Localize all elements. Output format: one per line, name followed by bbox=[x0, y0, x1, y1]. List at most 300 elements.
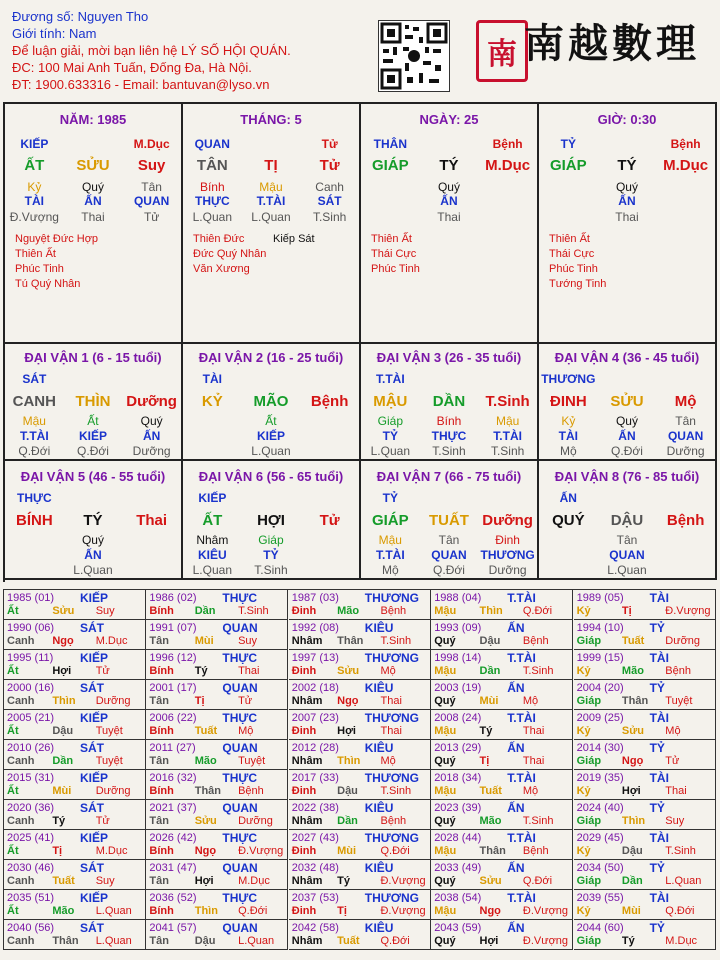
pillar-value: SỬU bbox=[76, 157, 110, 174]
dai-van-value: Mậu bbox=[22, 414, 46, 428]
dai-van-value bbox=[123, 491, 181, 505]
dai-van-row bbox=[183, 548, 359, 562]
star-item: Nguyệt Đức Hợp bbox=[15, 233, 99, 245]
year-stage: Đ.Vượng bbox=[380, 905, 426, 917]
year-cell bbox=[4, 590, 146, 620]
pillar-title: NĂM: 1985 bbox=[59, 112, 127, 127]
year-details bbox=[7, 695, 143, 707]
year-ten-god: THỰC bbox=[222, 831, 258, 845]
year-cell bbox=[289, 650, 431, 680]
phone-email-line[interactable]: ĐT: 1900.633316 - Email: bantuvan@lyso.vn bbox=[12, 77, 270, 92]
year-stem: Giáp bbox=[576, 935, 602, 947]
dai-van-title: ĐẠI VẬN 7 (66 - 75 tuổi) bbox=[376, 469, 522, 484]
year-ten-god: KIÊU bbox=[364, 681, 394, 695]
year-cell bbox=[4, 860, 146, 890]
year-cell bbox=[289, 860, 431, 890]
year-details bbox=[434, 905, 570, 917]
dai-van-value: T.Sinh bbox=[432, 444, 466, 458]
star-list bbox=[193, 232, 266, 277]
pillar-value: Tân bbox=[141, 180, 162, 194]
year-cell bbox=[289, 680, 431, 710]
year-details bbox=[292, 845, 428, 857]
year-cell bbox=[146, 650, 288, 680]
year-cell bbox=[4, 740, 146, 770]
year-branch: Thìn bbox=[621, 815, 646, 827]
year-cell bbox=[289, 710, 431, 740]
year-ten-god: T.TÀI bbox=[507, 651, 536, 665]
year-label: 1997 (13) bbox=[291, 652, 339, 664]
pillar-value bbox=[361, 210, 419, 224]
year-branch: Mão bbox=[52, 905, 75, 917]
year-branch: Mùi bbox=[479, 695, 499, 707]
dai-van-value: Dưỡng bbox=[126, 393, 177, 410]
year-branch: Thân bbox=[337, 635, 364, 647]
dai-van-value: Q.Đới bbox=[433, 563, 465, 577]
year-details bbox=[149, 665, 285, 677]
year-ten-god: KIẾP bbox=[80, 651, 109, 665]
year-label: 1988 (04) bbox=[434, 592, 482, 604]
year-cell bbox=[146, 920, 288, 950]
year-stage: Tử bbox=[665, 755, 680, 767]
year-ten-god: TÀI bbox=[649, 771, 669, 785]
year-branch: Ngọ bbox=[52, 635, 74, 647]
four-pillars-grid bbox=[3, 102, 717, 344]
year-ten-god: QUAN bbox=[222, 621, 258, 635]
dai-van-value: THỰC bbox=[17, 491, 52, 505]
dai-van-title: ĐẠI VẬN 5 (46 - 55 tuổi) bbox=[20, 469, 166, 484]
pillar-value: M.Dục bbox=[663, 157, 709, 174]
dai-van-row bbox=[539, 533, 715, 547]
pillar-row bbox=[361, 157, 537, 174]
year-ten-god: THỰC bbox=[222, 651, 258, 665]
year-branch: Tị bbox=[621, 605, 632, 617]
pillar-row bbox=[5, 210, 181, 224]
year-branch: Mùi bbox=[337, 845, 357, 857]
star-item: Thái Cực bbox=[371, 248, 417, 260]
year-stage: Tuyệt bbox=[238, 755, 266, 767]
dai-van-row bbox=[361, 533, 537, 547]
year-stage: Bệnh bbox=[522, 635, 549, 647]
dai-van-value: MÃO bbox=[253, 393, 289, 410]
year-stem: Bính bbox=[149, 905, 174, 917]
year-details bbox=[7, 905, 143, 917]
year-stage: Bệnh bbox=[522, 845, 549, 857]
year-stem: Ất bbox=[7, 665, 19, 677]
dai-van-value: Dưỡng bbox=[488, 563, 527, 577]
star-list bbox=[549, 232, 606, 292]
dai-van-row bbox=[183, 563, 359, 577]
year-branch: Sửu bbox=[479, 875, 502, 887]
dai-van-value: L.Quan bbox=[73, 563, 113, 577]
year-branch: Hợi bbox=[194, 875, 214, 887]
year-stem: Đinh bbox=[291, 845, 317, 857]
year-stage: Q.Đới bbox=[665, 905, 695, 917]
year-stem: Đinh bbox=[291, 785, 317, 797]
year-stage: Thai bbox=[522, 725, 545, 737]
owner-name: Nguyen Tho bbox=[77, 9, 149, 24]
year-details bbox=[434, 815, 570, 827]
year-ten-god: SÁT bbox=[80, 801, 104, 815]
pillar-row bbox=[361, 137, 537, 151]
dai-van-value: Quý bbox=[140, 414, 163, 428]
star-item: Tướng Tinh bbox=[549, 278, 607, 290]
year-ten-god: THỰC bbox=[222, 891, 258, 905]
dai-van-row bbox=[183, 491, 359, 505]
year-ten-god: THỰC bbox=[222, 591, 258, 605]
dai-van-value: TỶ bbox=[263, 548, 279, 562]
dai-van-value: Mộ bbox=[381, 563, 399, 577]
dai-van-value: Bệnh bbox=[666, 512, 705, 529]
year-branch: Mùi bbox=[621, 905, 641, 917]
dai-van-value bbox=[5, 548, 63, 562]
pillar-value: GIÁP bbox=[371, 157, 409, 174]
year-details bbox=[7, 665, 143, 677]
year-cell bbox=[431, 800, 573, 830]
pillar-value: ẤN bbox=[440, 194, 458, 208]
year-branch: Thân bbox=[194, 785, 221, 797]
year-stem: Tân bbox=[149, 815, 169, 827]
year-stage: Mộ bbox=[665, 725, 681, 737]
pillar-value: L.Quan bbox=[251, 210, 291, 224]
year-stage: Q.Đới bbox=[238, 905, 268, 917]
year-stem: Giáp bbox=[576, 635, 602, 647]
dai-van-value: TỶ bbox=[382, 429, 398, 443]
year-branch: Dậu bbox=[337, 785, 358, 797]
dai-van-value: KIÊU bbox=[197, 548, 227, 562]
dai-van-value: Mộ bbox=[559, 444, 577, 458]
year-stem: Canh bbox=[7, 695, 35, 707]
address-line: ĐC: 100 Mai Anh Tuấn, Đống Đa, Hà Nội. bbox=[12, 60, 252, 75]
year-ten-god: TỶ bbox=[649, 861, 665, 875]
year-label: 2007 (23) bbox=[291, 712, 339, 724]
dai-van-value: SỬU bbox=[610, 393, 644, 410]
year-label: 2027 (43) bbox=[291, 832, 339, 844]
dai-van-value: Q.Đới bbox=[18, 444, 51, 458]
year-branch: Tị bbox=[52, 845, 63, 857]
dai-van-row bbox=[5, 512, 181, 529]
year-ten-god: SÁT bbox=[80, 921, 104, 935]
year-cell bbox=[4, 920, 146, 950]
pillar-value: ẤN bbox=[84, 194, 102, 208]
year-label: 2042 (58) bbox=[291, 922, 339, 934]
dai-van-value: DẦN bbox=[432, 393, 466, 410]
year-details bbox=[434, 695, 570, 707]
year-stage: Q.Đới bbox=[522, 875, 553, 887]
dai-van-value bbox=[5, 563, 63, 577]
year-stem: Tân bbox=[149, 755, 169, 767]
year-label: 1994 (10) bbox=[576, 622, 624, 634]
dai-van-title: ĐẠI VẬN 1 (6 - 15 tuổi) bbox=[24, 350, 162, 365]
pillar-value bbox=[657, 194, 715, 208]
pillar-value: Tử bbox=[319, 157, 340, 174]
year-branch: Thân bbox=[621, 695, 649, 707]
year-details bbox=[434, 635, 570, 647]
pillar-row bbox=[539, 210, 715, 224]
year-branch: Ngọ bbox=[621, 755, 644, 767]
dai-van-value: Thai bbox=[136, 512, 168, 529]
year-ten-god: ẤN bbox=[507, 921, 525, 935]
dai-van-value: QUAN bbox=[609, 548, 645, 562]
year-ten-god: TỶ bbox=[649, 741, 665, 755]
year-cell bbox=[146, 830, 288, 860]
year-ten-god: KIÊU bbox=[364, 801, 394, 815]
year-stem: Đinh bbox=[291, 605, 317, 617]
year-details bbox=[434, 605, 570, 617]
dai-van-value: THÌN bbox=[75, 393, 111, 410]
dai-van-cell bbox=[5, 342, 183, 461]
year-cell bbox=[431, 890, 573, 920]
year-stage: Đ.Vượng bbox=[665, 605, 711, 617]
year-cell bbox=[146, 680, 288, 710]
year-stem: Nhâm bbox=[291, 635, 323, 647]
year-label: 2002 (18) bbox=[291, 682, 339, 694]
dai-van-value: Dưỡng bbox=[666, 444, 705, 458]
year-stage: Bệnh bbox=[380, 815, 407, 827]
year-details bbox=[149, 635, 285, 647]
year-label: 2023 (39) bbox=[434, 802, 482, 814]
year-ten-god: QUAN bbox=[222, 741, 258, 755]
dai-van-cell bbox=[183, 461, 361, 580]
year-stem: Mậu bbox=[434, 845, 457, 857]
year-stage: T.Sinh bbox=[380, 635, 412, 647]
dai-van-row bbox=[183, 533, 359, 547]
year-cell bbox=[574, 860, 716, 890]
dai-van-value: Đinh bbox=[495, 533, 520, 547]
year-label: 2010 (26) bbox=[7, 742, 55, 754]
year-cell bbox=[574, 650, 716, 680]
pillar-value bbox=[657, 180, 715, 194]
year-stage: Mộ bbox=[238, 725, 254, 737]
year-stage: M.Dục bbox=[665, 935, 698, 947]
year-label: 2037 (53) bbox=[291, 892, 339, 904]
year-branch: Hợi bbox=[479, 935, 499, 947]
year-stage: Thai bbox=[238, 665, 260, 677]
year-stem: Nhâm bbox=[291, 935, 323, 947]
pillar-value bbox=[539, 180, 597, 194]
dai-van-value bbox=[657, 491, 715, 505]
dai-van-row bbox=[5, 393, 181, 410]
year-stem: Ất bbox=[7, 725, 19, 737]
dai-van-value bbox=[301, 372, 359, 386]
year-label: 2043 (59) bbox=[434, 922, 482, 934]
dai-van-value: KIẾP bbox=[198, 491, 227, 505]
pillar-value: T.TÀI bbox=[256, 194, 286, 208]
year-stage: Tuyệt bbox=[95, 755, 123, 767]
year-stage: Tử bbox=[238, 695, 253, 707]
year-cell bbox=[431, 860, 573, 890]
dai-van-value bbox=[301, 414, 359, 428]
dai-van-value: SÁT bbox=[22, 372, 47, 386]
pillar-row bbox=[361, 194, 537, 208]
year-label: 2039 (55) bbox=[576, 892, 624, 904]
year-stem: Nhâm bbox=[291, 875, 323, 887]
year-cell bbox=[289, 830, 431, 860]
dai-van-title: ĐẠI VẬN 4 (36 - 45 tuổi) bbox=[554, 350, 700, 365]
pillar-value bbox=[479, 210, 537, 224]
year-label: 2012 (28) bbox=[291, 742, 339, 754]
pillar-value: Quý bbox=[437, 180, 460, 194]
year-cell bbox=[146, 710, 288, 740]
year-stem: Tân bbox=[149, 695, 169, 707]
dai-van-row bbox=[183, 512, 359, 529]
dai-van-row bbox=[5, 429, 181, 443]
pillar-value: Thai bbox=[615, 210, 639, 224]
year-label: 1989 (05) bbox=[576, 592, 624, 604]
year-label: 2003 (19) bbox=[434, 682, 482, 694]
pillar-value: ẤN bbox=[618, 194, 636, 208]
star-item: Thái Cực bbox=[549, 248, 595, 260]
year-branch: Mão bbox=[337, 605, 360, 617]
year-ten-god: KIÊU bbox=[364, 921, 394, 935]
dai-van-cell bbox=[183, 342, 361, 461]
year-details bbox=[577, 875, 713, 887]
dai-van-row bbox=[361, 444, 537, 458]
dai-van-value bbox=[242, 491, 300, 505]
year-branch: Tị bbox=[194, 695, 205, 707]
year-branch: Dần bbox=[621, 875, 643, 887]
dai-van-value: Ất bbox=[87, 414, 99, 428]
annual-luck-table bbox=[3, 589, 716, 950]
year-stem: Bính bbox=[149, 665, 174, 677]
dai-van-value bbox=[301, 548, 359, 562]
year-stage: L.Quan bbox=[95, 905, 132, 917]
pillar-row bbox=[539, 137, 715, 151]
dai-van-value: KỶ bbox=[201, 393, 223, 410]
dai-van-row bbox=[183, 444, 359, 458]
year-stage: M.Dục bbox=[238, 875, 270, 887]
dai-van-value: ẤN bbox=[559, 491, 577, 505]
year-stem: Giáp bbox=[576, 815, 602, 827]
year-cell bbox=[574, 920, 716, 950]
year-stem: Bính bbox=[149, 725, 174, 737]
year-cell bbox=[574, 830, 716, 860]
pillar-row bbox=[539, 180, 715, 194]
brand-logo: 南越數理 bbox=[524, 20, 700, 67]
year-label: 2026 (42) bbox=[149, 832, 197, 844]
dai-van-value: TỶ bbox=[382, 491, 398, 505]
year-details bbox=[577, 725, 713, 737]
year-cell bbox=[289, 890, 431, 920]
dai-van-value bbox=[598, 372, 656, 386]
pillar-row bbox=[5, 137, 181, 151]
year-branch: Thân bbox=[479, 845, 506, 857]
year-cell bbox=[431, 710, 573, 740]
star-item: Tú Quý Nhân bbox=[15, 278, 81, 290]
year-branch: Dần bbox=[337, 815, 358, 827]
year-stage: Thai bbox=[665, 785, 687, 797]
pillar-value bbox=[598, 137, 656, 151]
year-ten-god: SÁT bbox=[80, 741, 104, 755]
year-cell bbox=[4, 680, 146, 710]
dai-van-value: T.TÀI bbox=[375, 548, 405, 562]
year-branch: Thìn bbox=[479, 605, 503, 617]
year-details bbox=[292, 605, 428, 617]
year-ten-god: KIẾP bbox=[80, 711, 109, 725]
pillar-value: Quý bbox=[81, 180, 104, 194]
year-stem: Bính bbox=[149, 845, 174, 857]
year-stage: Suy bbox=[238, 635, 258, 647]
year-branch: Tý bbox=[479, 725, 493, 737]
year-stem: Tân bbox=[149, 935, 169, 947]
year-label: 2021 (37) bbox=[149, 802, 197, 814]
dai-van-value: Dưỡng bbox=[482, 512, 533, 529]
year-branch: Mão bbox=[621, 665, 644, 677]
pillar-row bbox=[183, 137, 359, 151]
dai-van-row bbox=[361, 548, 537, 562]
year-cell bbox=[4, 890, 146, 920]
dai-van-value: BÍNH bbox=[15, 512, 53, 529]
dai-van-value bbox=[123, 533, 181, 547]
year-label: 2013 (29) bbox=[434, 742, 482, 754]
year-label: 1987 (03) bbox=[291, 592, 339, 604]
year-branch: Thân bbox=[52, 935, 79, 947]
year-stage: M.Dục bbox=[95, 845, 128, 857]
year-details bbox=[577, 635, 713, 647]
star-item: Phúc Tinh bbox=[15, 263, 64, 275]
year-label: 1992 (08) bbox=[291, 622, 339, 634]
gender-value: Nam bbox=[68, 26, 97, 41]
year-cell bbox=[574, 620, 716, 650]
year-ten-god: SÁT bbox=[80, 681, 104, 695]
year-branch: Dậu bbox=[52, 725, 74, 737]
year-stage: Q.Đới bbox=[380, 935, 410, 947]
year-details bbox=[434, 665, 570, 677]
year-stem: Giáp bbox=[576, 695, 602, 707]
dai-van-value: L.Quan bbox=[192, 563, 232, 577]
dai-van-value: T.Sinh bbox=[485, 393, 530, 410]
year-ten-god: KIẾP bbox=[80, 831, 109, 845]
year-details bbox=[434, 845, 570, 857]
year-ten-god: THƯƠNG bbox=[364, 771, 419, 785]
year-label: 2024 (40) bbox=[576, 802, 624, 814]
year-branch: Mùi bbox=[194, 635, 214, 647]
year-details bbox=[149, 875, 285, 887]
year-label: 2005 (21) bbox=[7, 712, 55, 724]
dai-van-value: Tân bbox=[438, 533, 460, 547]
year-label: 2000 (16) bbox=[7, 682, 55, 694]
year-cell bbox=[146, 770, 288, 800]
year-cell bbox=[4, 620, 146, 650]
pillar-value bbox=[361, 180, 419, 194]
star-extra: Kiếp Sát bbox=[273, 233, 315, 245]
dai-van-value bbox=[5, 533, 63, 547]
pillar-row bbox=[183, 194, 359, 208]
year-label: 1986 (02) bbox=[149, 592, 197, 604]
year-stem: Canh bbox=[7, 635, 35, 647]
pillar-row bbox=[5, 180, 181, 194]
year-details bbox=[149, 845, 285, 857]
year-label: 2041 (57) bbox=[149, 922, 197, 934]
dai-van-value: L.Quan bbox=[251, 444, 291, 458]
year-stage: Mộ bbox=[380, 665, 396, 677]
pillar-row bbox=[5, 157, 181, 174]
dai-van-value: THƯƠNG bbox=[541, 372, 596, 386]
dai-van-value: ẤN bbox=[84, 548, 102, 562]
dai-van-value: TÀI bbox=[202, 372, 222, 386]
year-label: 2020 (36) bbox=[7, 802, 55, 814]
pillar-value: TÂN bbox=[196, 157, 228, 174]
year-label: 2006 (22) bbox=[149, 712, 197, 724]
seal-logo-icon: 南 bbox=[476, 20, 528, 82]
year-cell bbox=[574, 590, 716, 620]
year-branch: Tuất bbox=[52, 875, 75, 887]
year-details bbox=[149, 695, 285, 707]
year-stem: Nhâm bbox=[291, 815, 323, 827]
year-details bbox=[577, 815, 713, 827]
year-branch: Hợi bbox=[337, 725, 356, 737]
year-branch: Dậu bbox=[194, 935, 216, 947]
dai-van-value: Mậu bbox=[495, 414, 520, 428]
